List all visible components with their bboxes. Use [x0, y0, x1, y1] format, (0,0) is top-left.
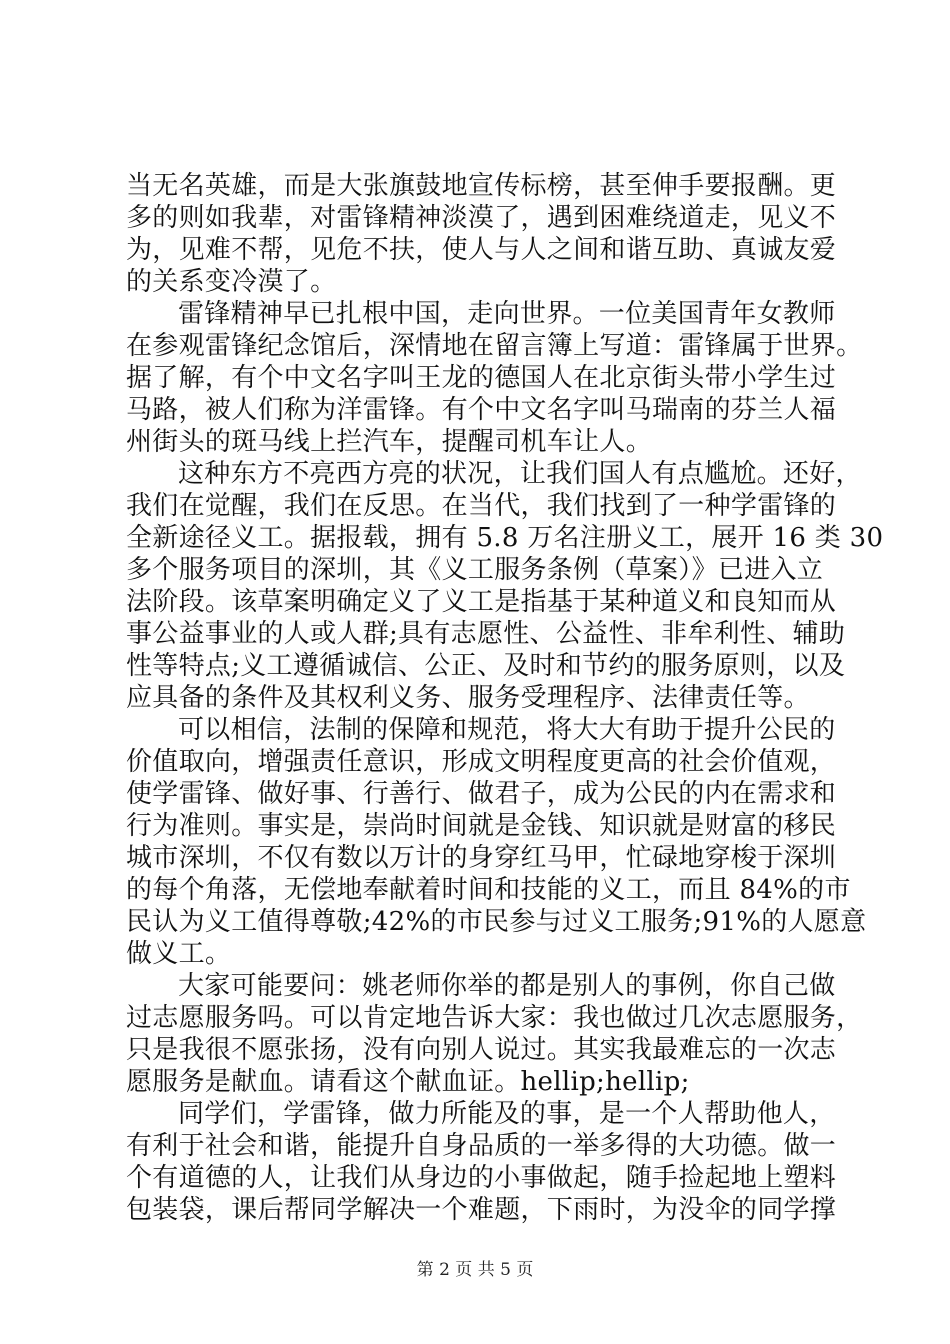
text-line: 多的则如我辈，对雷锋精神淡漠了，遇到困难绕道走，见义不: [126, 203, 837, 233]
text-line: 州街头的斑马线上拦汽车，提醒司机车让人。: [126, 427, 653, 457]
text-line: 有利于社会和谐，能提升自身品质的一举多得的大功德。做一: [126, 1131, 837, 1161]
text-line: 做义工。: [126, 939, 232, 969]
text-line: 法阶段。该草案明确定义了义工是指基于某种道义和良知而从: [126, 587, 837, 617]
text-line: 多个服务项目的深圳，其《义工服务条例（草案）》已进入立: [126, 555, 824, 585]
text-line: 据了解，有个中文名字叫王龙的德国人在北京街头带小学生过: [126, 363, 837, 393]
text-line: 价值取向，增强责任意识，形成文明程度更高的社会价值观，: [126, 747, 837, 777]
paragraph-first-line: 这种东方不亮西方亮的状况，让我们国人有点尴尬。还好，: [178, 459, 862, 489]
text-line: 个有道德的人，让我们从身边的小事做起，随手捡起地上塑料: [126, 1163, 837, 1193]
text-line: 城市深圳，不仅有数以万计的身穿红马甲，忙碌地穿梭于深圳: [126, 843, 837, 873]
text-line: 只是我很不愿张扬，没有向别人说过。其实我最难忘的一次志: [126, 1035, 837, 1065]
text-line: 的每个角落，无偿地奉献着时间和技能的义工，而且 84%的市: [126, 875, 851, 905]
text-line: 包装袋，课后帮同学解决一个难题，下雨时，为没伞的同学撑: [126, 1195, 837, 1225]
text-line: 马路，被人们称为洋雷锋。有个中文名字叫马瑞南的芬兰人福: [126, 395, 837, 425]
text-line: 愿服务是献血。请看这个献血证。hellip;hellip;: [126, 1067, 690, 1097]
text-line: 事公益事业的人或人群;具有志愿性、公益性、非牟利性、辅助: [126, 619, 846, 649]
text-line: 性等特点;义工遵循诚信、公正、及时和节约的服务原则，以及: [126, 651, 846, 681]
text-line: 当无名英雄，而是大张旗鼓地宣传标榜，甚至伸手要报酬。更: [126, 171, 837, 201]
text-line: 民认为义工值得尊敬;42%的市民参与过义工服务;91%的人愿意: [126, 907, 867, 937]
text-line: 我们在觉醒，我们在反思。在当代，我们找到了一种学雷锋的: [126, 491, 837, 521]
page-number: 第 2 页 共 5 页: [416, 1260, 534, 1280]
paragraph-first-line: 雷锋精神早已扎根中国，走向世界。一位美国青年女教师: [178, 299, 836, 329]
text-line: 为，见难不帮，见危不扶，使人与人之间和谐互助、真诚友爱: [126, 235, 837, 265]
text-line: 应具备的条件及其权利义务、服务受理程序、法律责任等。: [126, 683, 810, 713]
text-line: 过志愿服务吗。可以肯定地告诉大家：我也做过几次志愿服务，: [126, 1003, 863, 1033]
text-line: 全新途径义工。据报载，拥有 5.8 万名注册义工，展开 16 类 30: [126, 523, 884, 553]
text-line: 在参观雷锋纪念馆后，深情地在留言簿上写道：雷锋属于世界。: [126, 331, 863, 361]
text-line: 行为准则。事实是，崇尚时间就是金钱、知识就是财富的移民: [126, 811, 837, 841]
text-line: 使学雷锋、做好事、行善行、做君子，成为公民的内在需求和: [126, 779, 837, 809]
text-line: 的关系变冷漠了。: [126, 267, 337, 297]
paragraph-first-line: 同学们，学雷锋，做力所能及的事，是一个人帮助他人，: [178, 1099, 836, 1129]
paragraph-first-line: 可以相信，法制的保障和规范，将大大有助于提升公民的: [178, 715, 836, 745]
paragraph-first-line: 大家可能要问：姚老师你举的都是别人的事例，你自己做: [178, 971, 836, 1001]
